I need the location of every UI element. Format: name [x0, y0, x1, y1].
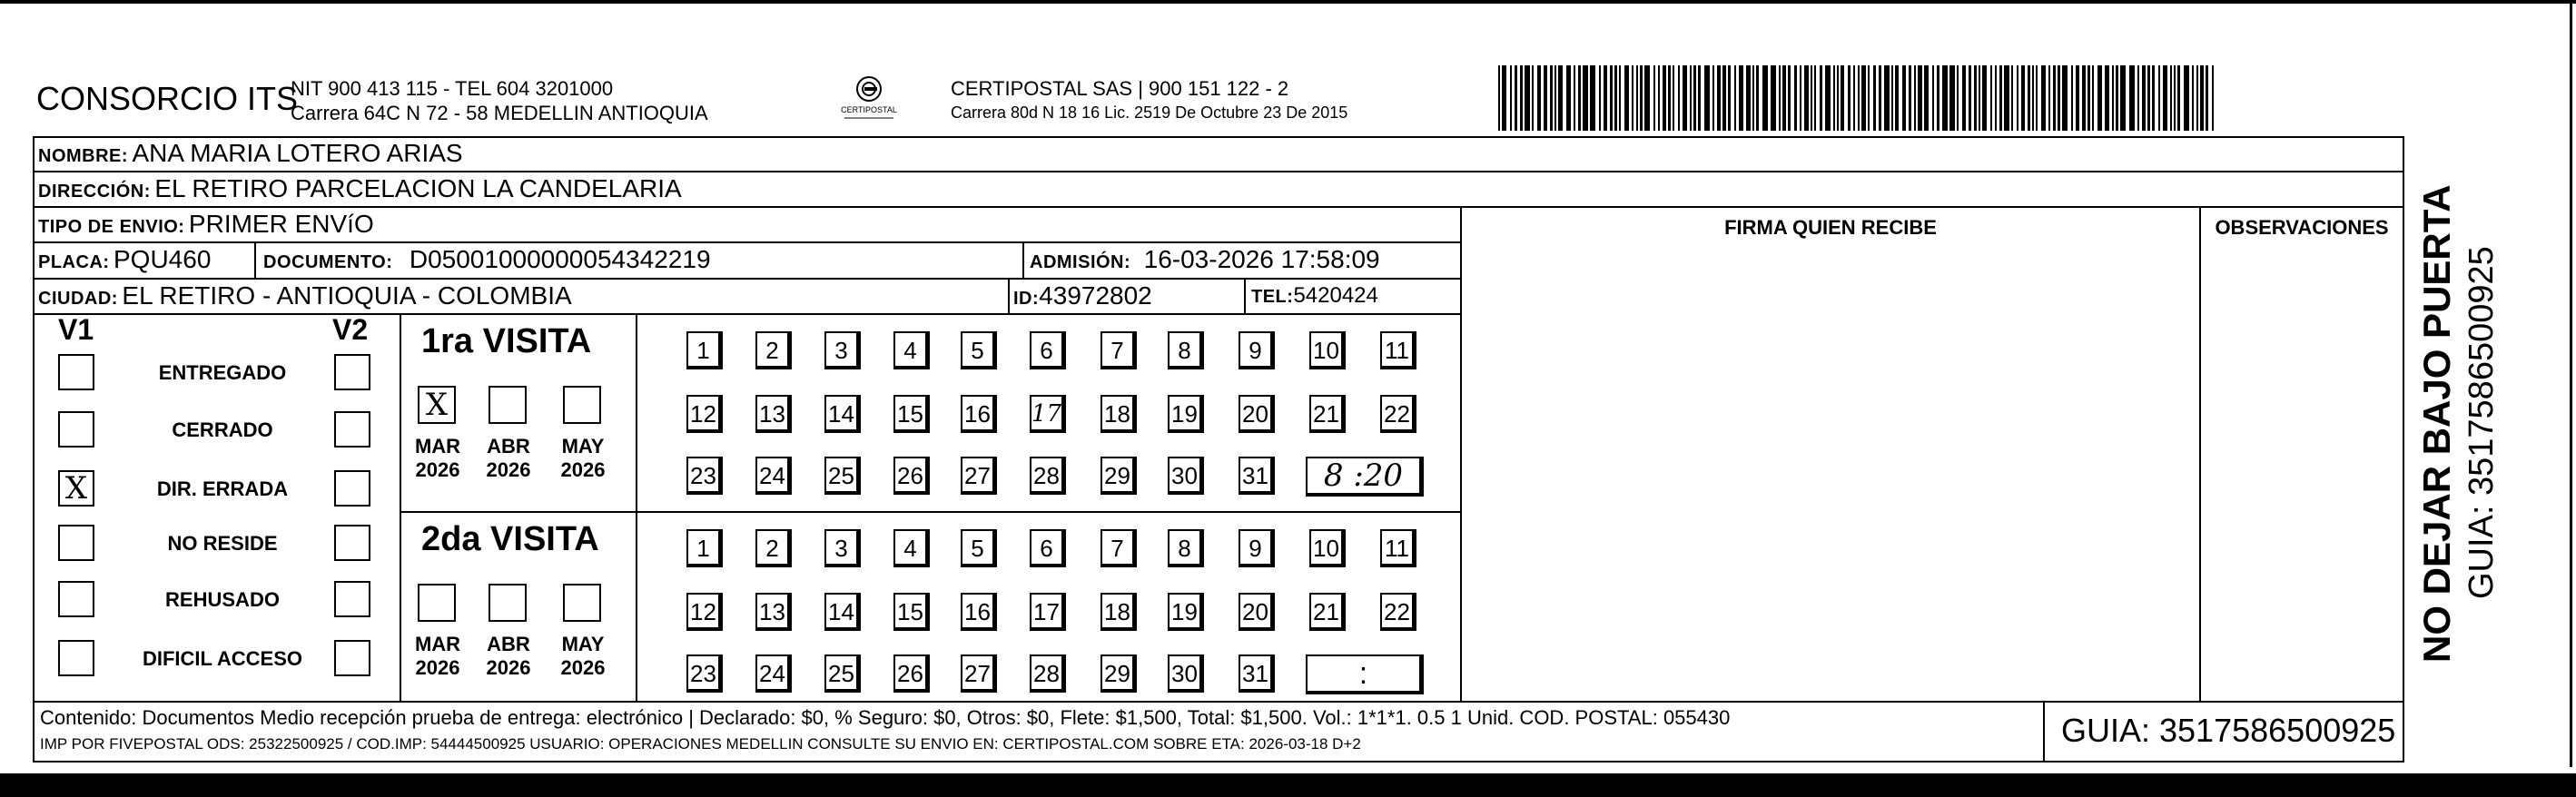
barcode-bar [2028, 65, 2030, 131]
barcode-bar [1673, 65, 1674, 131]
day-box[interactable]: 11 [1380, 331, 1416, 369]
barcode-bar [2053, 65, 2056, 131]
month-checkbox[interactable] [418, 584, 456, 622]
day-box[interactable]: 4 [893, 331, 930, 369]
day-box[interactable]: 5 [961, 529, 997, 567]
visit-title: 2da VISITA [421, 520, 599, 558]
v1-checkbox[interactable] [58, 525, 94, 561]
day-box[interactable]: 17 [1030, 395, 1066, 433]
documento-value: D05001000000054342219 [409, 245, 711, 273]
barcode-bar [2011, 65, 2013, 131]
barcode-bar [1663, 65, 1666, 131]
barcode-bar [1578, 65, 1581, 131]
day-box[interactable]: 28 [1030, 654, 1066, 693]
day-box[interactable]: 27 [961, 654, 997, 693]
barcode-bar [1884, 65, 1890, 131]
month-label: MAY [561, 633, 605, 655]
barcode-bar [2184, 65, 2189, 131]
barcode-bar [1995, 65, 1997, 131]
day-box[interactable]: 15 [893, 395, 930, 433]
barcode-bar [1949, 65, 1955, 131]
barcode-bar [1610, 65, 1613, 131]
month-year: 2026 [560, 656, 606, 679]
barcode-bar [1782, 65, 1786, 131]
barcode-bar [1678, 65, 1680, 131]
barcode-bar [1558, 65, 1563, 131]
barcode-bar [1957, 65, 1959, 131]
day-box[interactable]: 27 [961, 457, 997, 495]
barcode-bar [2196, 65, 2198, 131]
documento-label: DOCUMENTO: [263, 252, 393, 272]
v1-checkbox[interactable] [58, 411, 94, 448]
barcode-bar [1640, 65, 1643, 131]
barcode-bar [1918, 65, 1922, 131]
month-year: 2026 [486, 656, 531, 679]
day-box[interactable]: 24 [755, 654, 792, 693]
day-box[interactable]: 25 [824, 654, 861, 693]
v2-checkbox[interactable] [334, 640, 370, 676]
status-label: CERRADO [172, 418, 273, 441]
col-line [2043, 701, 2045, 761]
month-label: ABR [487, 633, 530, 655]
col-line [254, 241, 256, 278]
barcode-bar [1914, 65, 1916, 131]
company-name: CONSORCIO ITS [36, 80, 299, 117]
barcode-bar [1962, 65, 1966, 131]
month-year: 2026 [415, 458, 460, 481]
barcode-bar [1599, 65, 1601, 131]
col-line [1460, 206, 1462, 701]
barcode-bar [2082, 65, 2086, 131]
placa-value: PQU460 [114, 245, 212, 273]
barcode-bar [1868, 65, 1870, 131]
month-checkbox[interactable]: X [418, 386, 456, 424]
visit-title: 1ra VISITA [421, 322, 592, 360]
barcode-bar [1825, 65, 1831, 131]
barcode-bar [1532, 65, 1534, 131]
tipo-envio-value: PRIMER ENVíO [188, 210, 374, 238]
col-line [1008, 278, 1010, 314]
barcode-bar [1879, 65, 1881, 131]
barcode-bar [1690, 65, 1692, 131]
firma-header: FIRMA QUIEN RECIBE [1724, 216, 1937, 239]
barcode-bar [1520, 65, 1523, 131]
time-box[interactable]: : [1306, 654, 1424, 694]
barcode-bar [2062, 65, 2068, 131]
barcode-bar [2071, 65, 2073, 131]
nombre-value: ANA MARIA LOTERO ARIAS [132, 139, 463, 167]
barcode-bar [1858, 65, 1860, 131]
day-box[interactable]: 29 [1100, 457, 1137, 495]
right-border [2570, 0, 2572, 767]
barcode-bar [1614, 65, 1617, 131]
barcode-bar [1502, 65, 1506, 131]
id-label: ID: [1013, 289, 1040, 309]
v2-checkbox[interactable] [334, 470, 370, 507]
day-box[interactable]: 31 [1239, 457, 1275, 495]
col-line [400, 313, 401, 701]
day-box[interactable]: 1 [686, 529, 723, 567]
barcode-bar [1937, 65, 1939, 131]
barcode [1498, 65, 2225, 131]
barcode-bar [1756, 65, 1759, 131]
ciudad-cell [38, 279, 572, 318]
barcode-bar [1653, 65, 1655, 131]
barcode-bar [1804, 65, 1809, 131]
barcode-bar [1932, 65, 1934, 131]
carrier-address: Carrera 80d N 18 16 Lic. 2519 De Octubre 23 De 2015 [951, 103, 1348, 122]
status-label: DIR. ERRADA [156, 477, 289, 500]
month-label: MAR [414, 435, 461, 458]
day-box[interactable]: 2 [755, 331, 792, 369]
barcode-bar [2021, 65, 2025, 131]
barcode-bar [1794, 65, 1797, 131]
barcode-bar [1728, 65, 1731, 131]
day-box[interactable]: 21 [1309, 395, 1346, 433]
day-box[interactable]: 5 [961, 331, 997, 369]
direccion-row [38, 172, 682, 211]
barcode-bar [1746, 65, 1751, 131]
footer-content-line: Contenido: Documentos Medio recepción prueba de entrega: electrónico | Declarado: $0, % Seguro: $0, Otros: $0, Flete: $1,500, Total: $1,500. Vol.: 1*1*1. 0.5 1 Unid. COD. POSTAL: 055430 [40, 706, 1731, 729]
day-box[interactable]: 3 [824, 331, 861, 369]
tipo-envio-row [38, 207, 374, 246]
status-label: REHUSADO [165, 588, 280, 611]
day-box[interactable]: 24 [755, 457, 792, 495]
day-box[interactable]: 4 [893, 529, 930, 567]
month-label: ABR [487, 435, 530, 458]
barcode-bar [1833, 65, 1835, 131]
barcode-bar [2116, 65, 2118, 131]
barcode-bar [1510, 65, 1512, 131]
barcode-bar [1734, 65, 1736, 131]
ciudad-value: EL RETIRO - ANTIOQUIA - COLOMBIA [122, 281, 572, 310]
day-box[interactable]: 13 [755, 593, 792, 631]
barcode-bar [1698, 65, 1701, 131]
v1-checkbox[interactable] [58, 581, 94, 617]
day-box[interactable]: 22 [1380, 395, 1416, 433]
ciudad-label: CIUDAD: [38, 289, 118, 309]
row-line [33, 701, 2404, 703]
barcode-bar [2200, 65, 2204, 131]
v2-header: V2 [332, 313, 369, 346]
barcode-bar [2158, 65, 2160, 131]
observaciones-header: OBSERVACIONES [2215, 216, 2389, 239]
day-box[interactable]: 10 [1309, 529, 1346, 567]
barcode-bar [1982, 65, 1987, 131]
status-label: DIFICIL ACCESO [142, 647, 302, 670]
day-box[interactable]: 30 [1168, 457, 1204, 495]
barcode-bar [2174, 65, 2176, 131]
barcode-bar [1658, 65, 1660, 131]
day-box[interactable]: 12 [686, 395, 723, 433]
month-label: MAR [414, 633, 461, 655]
tel-label: TEL: [1251, 287, 1294, 307]
day-box[interactable]: 15 [893, 593, 930, 631]
day-box[interactable]: 31 [1239, 654, 1275, 693]
day-box[interactable]: 16 [961, 593, 997, 631]
barcode-bar [2017, 65, 2018, 131]
barcode-bar [2129, 65, 2135, 131]
barcode-bar [1693, 65, 1696, 131]
barcode-bar [1841, 65, 1844, 131]
day-box[interactable]: 18 [1100, 395, 1137, 433]
day-box[interactable]: 7 [1100, 529, 1137, 567]
v2-checkbox[interactable] [334, 411, 370, 448]
side-guia: GUIA: 3517586500925 [2462, 246, 2501, 599]
v1-checkbox[interactable] [58, 640, 94, 676]
barcode-bar [1525, 65, 1530, 131]
barcode-bar [2041, 65, 2046, 131]
v1-checkbox[interactable] [58, 354, 94, 390]
day-box[interactable]: 11 [1380, 529, 1416, 567]
barcode-bar [1752, 65, 1754, 131]
barcode-bar [1668, 65, 1671, 131]
barcode-bar [1717, 65, 1721, 131]
barcode-bar [1820, 65, 1822, 131]
row-line [33, 761, 2404, 763]
barcode-bar [1739, 65, 1743, 131]
day-box[interactable]: 10 [1309, 331, 1346, 369]
barcode-bar [2058, 65, 2060, 131]
month-checkbox[interactable] [563, 584, 601, 622]
tel-value: 5420424 [1293, 283, 1378, 308]
barcode-bar [1861, 65, 1866, 131]
barcode-bar [1902, 65, 1906, 131]
barcode-bar [1683, 65, 1687, 131]
col-line [2199, 206, 2201, 701]
day-box[interactable]: 26 [893, 654, 930, 693]
day-box[interactable]: 9 [1239, 331, 1275, 369]
day-box[interactable]: 19 [1168, 395, 1204, 433]
barcode-bar [1811, 65, 1812, 131]
day-box[interactable]: 6 [1030, 331, 1066, 369]
logo-text: CERTIPOSTAL [841, 105, 897, 114]
tipo-envio-label: TIPO DE ENVIO: [38, 217, 185, 237]
barcode-bar [1550, 65, 1553, 131]
barcode-bar [2076, 65, 2079, 131]
admision-value: 16-03-2026 17:58:09 [1143, 245, 1380, 273]
day-box[interactable]: 14 [824, 593, 861, 631]
day-box[interactable]: 18 [1100, 593, 1137, 631]
day-box[interactable]: 9 [1239, 529, 1275, 567]
day-box[interactable]: 1 [686, 331, 723, 369]
company-address: Carrera 64C N 72 - 58 MEDELLIN ANTIOQUIA [291, 102, 708, 124]
direccion-label: DIRECCIÓN: [38, 182, 151, 202]
barcode-bar [2206, 65, 2208, 131]
day-box[interactable]: 3 [824, 529, 861, 567]
barcode-bar [2192, 65, 2194, 131]
col-line [33, 136, 35, 763]
barcode-bar [1909, 65, 1911, 131]
day-box[interactable]: 16 [961, 395, 997, 433]
day-box[interactable]: 13 [755, 395, 792, 433]
barcode-bar [1891, 65, 1893, 131]
barcode-bar [2163, 65, 2167, 131]
top-border [0, 0, 2576, 4]
barcode-bar [2120, 65, 2126, 131]
barcode-bar [1574, 65, 1575, 131]
month-checkbox[interactable] [489, 584, 527, 622]
barcode-bar [2048, 65, 2050, 131]
id-cell [1013, 279, 1152, 318]
barcode-bar [1544, 65, 1547, 131]
day-box[interactable]: 14 [824, 395, 861, 433]
direccion-value: EL RETIRO PARCELACION LA CANDELARIA [154, 174, 682, 202]
day-box[interactable]: 20 [1239, 395, 1275, 433]
v2-checkbox[interactable] [334, 581, 370, 617]
barcode-bar [1895, 65, 1899, 131]
barcode-bar [2087, 65, 2090, 131]
barcode-bar [1632, 65, 1633, 131]
day-box[interactable]: 17 [1030, 593, 1066, 631]
barcode-bar [2170, 65, 2172, 131]
day-box[interactable]: 22 [1380, 593, 1416, 631]
col-line [1022, 241, 1024, 278]
nombre-row [38, 136, 463, 175]
v1-checkbox[interactable]: X [58, 470, 94, 507]
month-year: 2026 [486, 458, 531, 481]
v1-header: V1 [58, 313, 94, 346]
col-line [2403, 136, 2404, 763]
day-box[interactable]: 2 [755, 529, 792, 567]
nombre-label: NOMBRE: [38, 146, 129, 166]
tel-cell [1251, 279, 1378, 316]
day-box[interactable]: 30 [1168, 654, 1204, 693]
barcode-bar [1853, 65, 1855, 131]
barcode-bar [2142, 65, 2146, 131]
month-year: 2026 [560, 458, 606, 481]
barcode-bar [1644, 65, 1650, 131]
status-label: ENTREGADO [158, 361, 287, 384]
admision-label: ADMISIÓN: [1030, 252, 1131, 272]
documento-cell [263, 242, 711, 281]
barcode-bar [1969, 65, 1971, 131]
barcode-bar [1990, 65, 1992, 131]
placa-label: PLACA: [38, 252, 110, 272]
footer-guia: GUIA: 3517586500925 [2061, 712, 2396, 749]
barcode-bar [2097, 65, 2102, 131]
month-year: 2026 [415, 656, 460, 679]
admision-cell [1030, 242, 1380, 281]
month-label: MAY [561, 435, 605, 458]
barcode-bar [1762, 65, 1768, 131]
barcode-bar [1515, 65, 1517, 131]
v2-checkbox[interactable] [334, 525, 370, 561]
barcode-bar [2004, 65, 2009, 131]
barcode-bar [1712, 65, 1714, 131]
barcode-bar [1624, 65, 1629, 131]
barcode-bar [1498, 65, 1500, 131]
barcode-bar [1537, 65, 1541, 131]
no-dejar-bajo-puerta: NO DEJAR BAJO PUERTA [2415, 184, 2458, 663]
barcode-bar [1636, 65, 1638, 131]
row-line [400, 511, 1462, 513]
day-box[interactable]: 20 [1239, 593, 1275, 631]
barcode-bar [1848, 65, 1851, 131]
barcode-bar [1771, 65, 1776, 131]
barcode-bar [1722, 65, 1726, 131]
barcode-bar [2112, 65, 2114, 131]
col-line [636, 313, 637, 701]
day-box[interactable]: 12 [686, 593, 723, 631]
day-box[interactable]: 26 [893, 457, 930, 495]
placa-cell [38, 242, 211, 281]
day-box[interactable]: 7 [1100, 331, 1137, 369]
barcode-bar [1788, 65, 1791, 131]
barcode-bar [1779, 65, 1781, 131]
v2-checkbox[interactable] [334, 354, 370, 390]
carrier-line: CERTIPOSTAL SAS | 900 151 122 - 2 [951, 77, 1289, 100]
day-box[interactable]: 6 [1030, 529, 1066, 567]
barcode-bar [1704, 65, 1710, 131]
barcode-bar [1814, 65, 1816, 131]
day-box[interactable]: 23 [686, 654, 723, 693]
barcode-bar [1974, 65, 1977, 131]
month-checkbox[interactable] [489, 386, 527, 424]
barcode-bar [1604, 65, 1607, 131]
nit-line: NIT 900 413 115 - TEL 604 3201000 [291, 77, 614, 100]
certipostal-logo [837, 73, 901, 123]
id-value: 43972802 [1039, 281, 1152, 310]
status-label: NO RESIDE [167, 532, 278, 555]
barcode-bar [2032, 65, 2034, 131]
barcode-bar [1566, 65, 1571, 131]
barcode-bar [2137, 65, 2139, 131]
barcode-bar [2177, 65, 2180, 131]
month-checkbox[interactable] [563, 386, 601, 424]
barcode-bar [1554, 65, 1556, 131]
barcode-bar [1590, 65, 1595, 131]
barcode-bar [2147, 65, 2150, 131]
barcode-bar [2036, 65, 2038, 131]
footer-imp-line: IMP POR FIVEPOSTAL ODS: 25322500925 / COD.IMP: 54444500925 USUARIO: OPERACIONES MEDELLIN CONSULTE SU ENVIO EN: CERTIPOSTAL.COM SOBRE ETA: 2026-03-18 D+2 [40, 735, 1361, 753]
day-box[interactable]: 8 [1168, 331, 1204, 369]
barcode-bar [1837, 65, 1839, 131]
barcode-bar [1873, 65, 1876, 131]
day-box[interactable]: 8 [1168, 529, 1204, 567]
barcode-bar [1619, 65, 1621, 131]
day-box[interactable]: 21 [1309, 593, 1346, 631]
day-box[interactable]: 25 [824, 457, 861, 495]
col-line [1244, 278, 1246, 314]
barcode-bar [1924, 65, 1929, 131]
barcode-bar [2152, 65, 2155, 131]
barcode-bar [2092, 65, 2094, 131]
day-box[interactable]: 28 [1030, 457, 1066, 495]
time-box[interactable]: 8 :20 [1306, 457, 1424, 497]
barcode-bar [2212, 65, 2214, 131]
barcode-bar [1583, 65, 1588, 131]
day-box[interactable]: 23 [686, 457, 723, 495]
barcode-bar [1800, 65, 1801, 131]
day-box[interactable]: 29 [1100, 654, 1137, 693]
barcode-bar [2105, 65, 2109, 131]
barcode-bar [1999, 65, 2002, 131]
bottom-band [0, 773, 2576, 797]
barcode-bar [1979, 65, 1980, 131]
day-box[interactable]: 19 [1168, 593, 1204, 631]
barcode-bar [1942, 65, 1948, 131]
